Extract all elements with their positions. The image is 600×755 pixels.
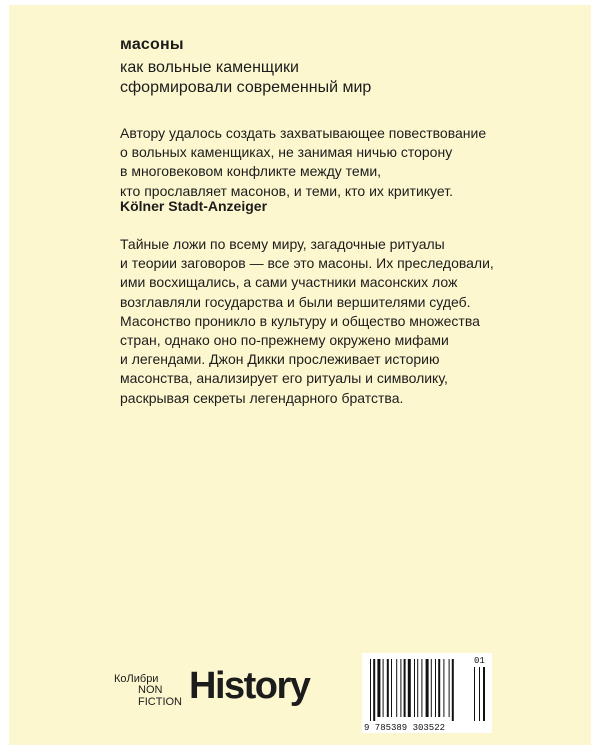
description-line: Масонство проникло в культуру и общество множества — [120, 312, 480, 329]
back-cover — [9, 5, 591, 745]
quote-line: о вольных каменщиках, не занимая ничью сторону — [120, 144, 453, 161]
description-line: и теории заговоров — все это масоны. Их преследовали, — [120, 255, 494, 272]
review-quote — [120, 124, 486, 201]
addon-digits: 01 — [474, 656, 485, 666]
description-line: возглавляли государства и были вершителями судеб. — [120, 293, 471, 310]
description-line: Тайные ложи по всему миру, загадочные ритуалы — [120, 236, 445, 252]
subtitle-line: как вольные каменщики — [120, 59, 299, 76]
quote-source: Kölner Stadt-Anzeiger — [120, 198, 268, 214]
book-title: масоны — [120, 36, 184, 53]
description-line: ими восхищались, а сами участники масонских лож — [120, 274, 458, 291]
quote-line: в многовековом конфликте между теми, — [120, 163, 382, 180]
series-label-line: FICTION — [138, 696, 182, 708]
description-line: раскрывая секреты легендарного братства. — [120, 389, 404, 406]
isbn-digits: 9 785389 303522 — [364, 723, 446, 733]
series-name: History — [189, 665, 310, 707]
book-description — [120, 235, 494, 408]
quote-line: Автору удалось создать захватывающее повествование — [120, 125, 487, 141]
description-line: и легендами. Джон Дикки прослеживает историю — [120, 351, 440, 368]
isbn-barcode — [362, 653, 492, 733]
subtitle-line: сформировали современный мир — [120, 79, 372, 96]
book-subtitle — [120, 58, 371, 98]
series-label-line: NON — [138, 684, 163, 696]
quote-line: кто прославляет масонов, и теми, кто их критикует. — [120, 182, 453, 199]
description-line: масонства, анализирует его ритуалы и символику, — [120, 370, 448, 387]
imprint-name: КоЛибри — [114, 673, 159, 685]
series-label — [138, 684, 182, 708]
description-line: стран, однако оно по-прежнему окружено мифами — [120, 332, 449, 349]
